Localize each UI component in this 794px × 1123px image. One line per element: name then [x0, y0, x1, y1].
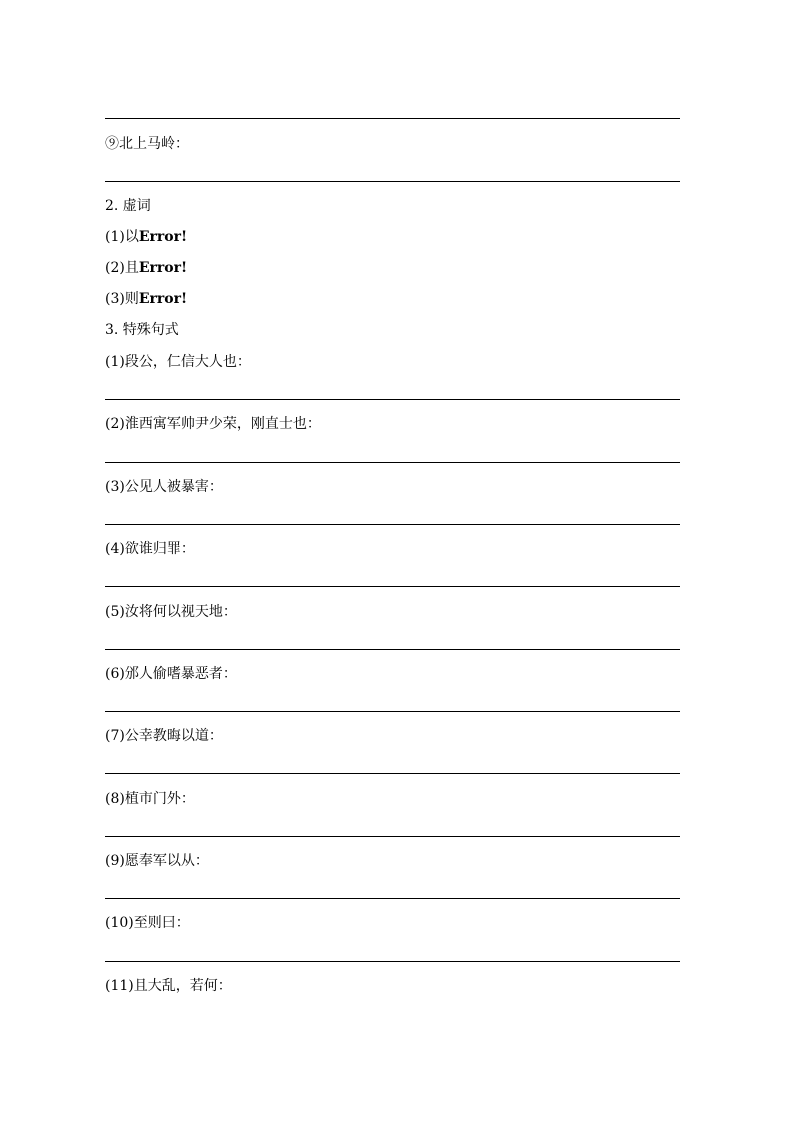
function-word-item	[105, 259, 187, 277]
answer-line	[105, 462, 680, 463]
function-word-item	[105, 290, 187, 308]
answer-line	[105, 118, 680, 119]
question-item-9: ⑨北上马岭：	[105, 136, 189, 152]
error-text: Error!	[138, 291, 188, 307]
function-word-prefix: (3)则	[105, 291, 139, 307]
sentence-item-5: (5)汝将何以视天地：	[105, 604, 237, 620]
sentence-item-10: (10)至则曰：	[105, 915, 190, 931]
sentence-item-4: (4)欲谁归罪：	[105, 541, 195, 557]
sentence-item-3: (3)公见人被暴害：	[105, 479, 223, 495]
sentence-item-11: (11)且大乱，若何：	[105, 978, 232, 994]
answer-line	[105, 399, 680, 400]
sentence-item-2: (2)淮西寓军帅尹少荣，刚直士也：	[105, 416, 321, 432]
function-word-prefix: (1)以	[105, 229, 139, 245]
error-text: Error!	[138, 260, 188, 276]
section-heading-function-words: 2. 虚词	[105, 198, 151, 214]
sentence-item-6: (6)邠人偷嗜暴恶者：	[105, 666, 237, 682]
answer-line	[105, 586, 680, 587]
function-word-prefix: (2)且	[105, 260, 139, 276]
answer-line	[105, 836, 680, 837]
answer-line	[105, 181, 680, 182]
answer-line	[105, 524, 680, 525]
answer-line	[105, 649, 680, 650]
section-heading-special-sentences: 3. 特殊句式	[105, 322, 179, 338]
sentence-item-7: (7)公幸教晦以道：	[105, 728, 223, 744]
function-word-item	[105, 228, 187, 246]
answer-line	[105, 711, 680, 712]
answer-line	[105, 961, 680, 962]
sentence-item-8: (8)植市门外：	[105, 791, 195, 807]
sentence-item-1: (1)段公，仁信大人也：	[105, 354, 251, 370]
answer-line	[105, 898, 680, 899]
sentence-item-9: (9)愿奉军以从：	[105, 853, 209, 869]
error-text: Error!	[138, 229, 188, 245]
answer-line	[105, 773, 680, 774]
